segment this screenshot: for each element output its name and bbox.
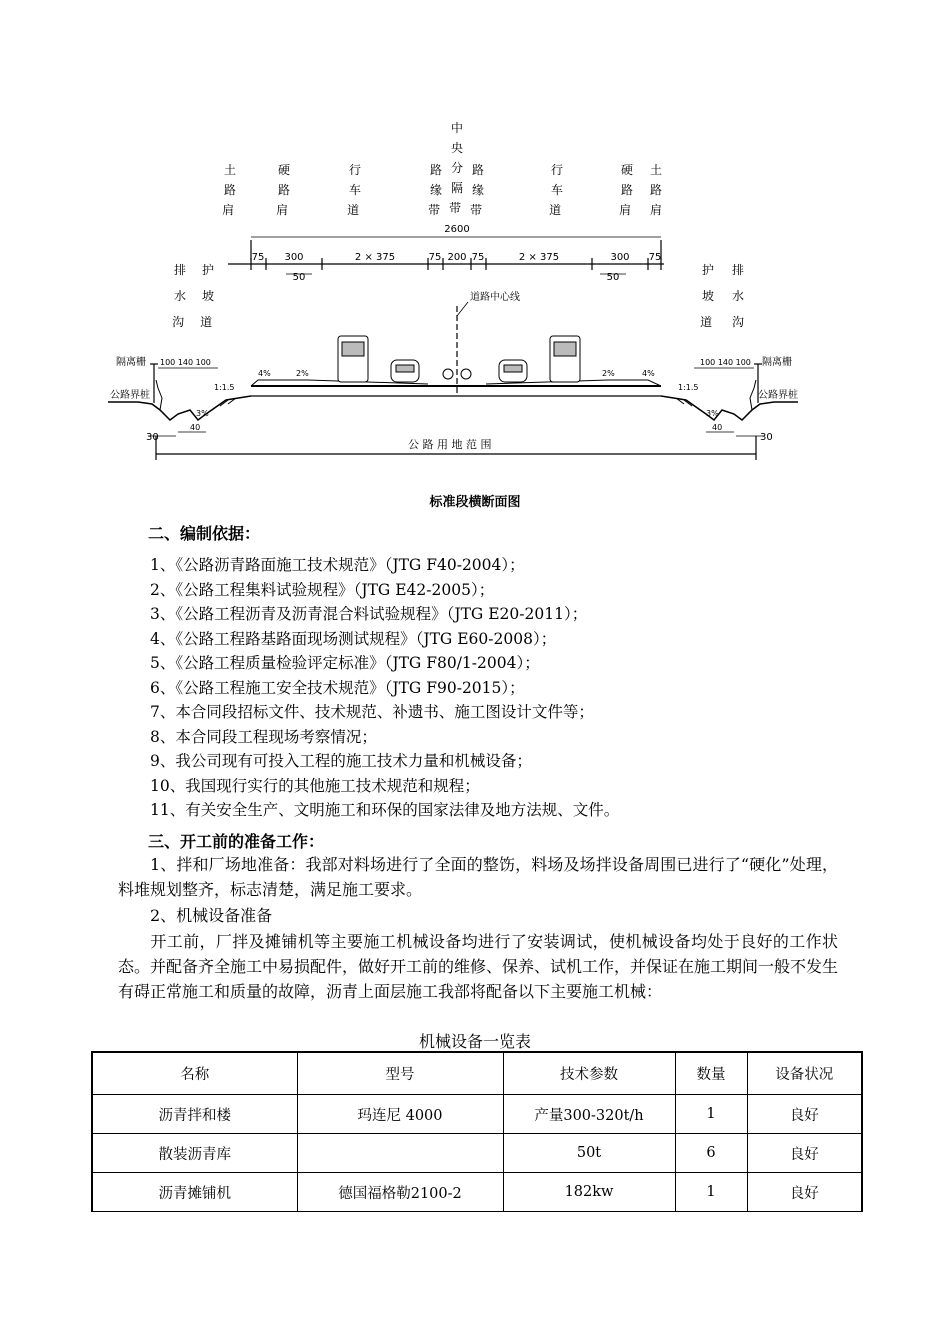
svg-text:75: 75 [251,252,265,263]
svg-text:2%: 2% [296,369,309,378]
svg-text:排水沟 护坡道 护坡道: 排水沟 护坡道 护坡道 排水沟 [172,263,745,329]
paragraph-equipment-heading [118,903,838,928]
svg-text:公路界桩: 公路界桩 [758,390,798,401]
reference-list [150,553,619,823]
column-header: 数量 [675,1052,747,1095]
svg-text:50: 50 [606,272,620,283]
svg-text:公路界桩: 公路界桩 [110,390,150,401]
svg-text:2 × 375: 2 × 375 [518,252,560,263]
table-cell: 6 [675,1134,747,1173]
svg-text:100 140 100: 100 140 100 [700,358,751,367]
list-item: 6、《公路工程施工安全技术规范》（JTG F90-2015）； [150,678,525,697]
table-cell: 1 [675,1095,747,1134]
svg-text:30: 30 [760,432,773,443]
svg-text:40: 40 [190,423,201,432]
svg-text:100 140 100: 100 140 100 [160,358,211,367]
equipment-table [91,1051,863,1212]
column-header: 设备状况 [747,1052,862,1095]
table-cell: 良好 [747,1095,862,1134]
list-item: 11、有关安全生产、文明施工和环保的国家法律及地方法规、文件。 [150,801,620,819]
svg-text:土路肩 硬路肩 行车道: 土路肩 硬路肩 行车道 路缘带 中央分隔带 路缘带 行车道 硬路肩 土路肩 [222,121,663,217]
table-cell [297,1134,503,1173]
table-row [92,1173,862,1212]
svg-text:公 路 用 地 范 围: 公 路 用 地 范 围 [408,438,492,451]
svg-text:40: 40 [712,423,723,432]
svg-text:30: 30 [146,432,159,443]
section-heading-basis: 二、编制依据： [148,524,261,543]
paragraph-site-prep [118,852,838,902]
table-cell: 散装沥青库 [92,1134,297,1173]
svg-text:75: 75 [428,252,442,263]
total-width: 2600 [444,224,470,235]
column-header: 技术参数 [503,1052,675,1095]
svg-text:隔离栅: 隔离栅 [762,357,792,368]
svg-text:1:1.5: 1:1.5 [214,383,235,392]
list-item: 7、本合同段招标文件、技术规范、补遗书、施工图设计文件等； [150,703,594,721]
table-row [92,1134,862,1173]
svg-text:300: 300 [610,252,630,263]
table-title: 机械设备一览表 [418,1032,531,1051]
svg-text:4%: 4% [642,369,655,378]
list-item: 9、我公司现有可投入工程的施工技术力量和机械设备； [150,752,532,770]
figure-caption: 标准段横断面图 [429,495,521,510]
label-earth-shoulder-left: 土 [223,163,237,177]
table-cell: 良好 [747,1173,862,1212]
table-cell: 1 [675,1173,747,1212]
column-header: 名称 [92,1052,297,1095]
table-cell: 50t [503,1134,675,1173]
table-cell: 德国福格勒2100-2 [297,1173,503,1212]
table-cell: 182kw [503,1173,675,1212]
table-cell: 沥青拌和楼 [92,1095,297,1134]
svg-text:2 × 375: 2 × 375 [354,252,396,263]
list-item: 8、本合同段工程现场考察情况； [150,727,377,746]
table-cell: 玛连尼 4000 [297,1095,503,1134]
list-item: 10、我国现行实行的其他施工技术规范和规程； [150,776,480,795]
table-header-row [92,1052,862,1095]
svg-text:200: 200 [447,252,467,263]
table-row [92,1095,862,1134]
svg-text:300: 300 [284,252,304,263]
paragraph-equipment-desc [118,929,838,1004]
svg-text:4%: 4% [258,369,271,378]
svg-text:2%: 2% [602,369,615,378]
svg-text:3%: 3% [196,409,209,418]
table-cell: 沥青摊铺机 [92,1173,297,1212]
svg-text:1:1.5: 1:1.5 [678,383,699,392]
column-header: 型号 [297,1052,503,1095]
list-item: 5、《公路工程质量检验评定标准》（JTG F80/1-2004）； [150,654,540,672]
table-cell: 良好 [747,1134,862,1173]
svg-text:隔离栅: 隔离栅 [116,357,146,368]
section-heading-preparation: 三、开工前的准备工作： [148,832,325,851]
list-item: 1、《公路沥青路面施工技术规范》（JTG F40-2004）； [150,556,525,574]
paragraph-text: 1、拌和厂场地准备：我部对料场进行了全面的整饬，料场及场拌设备周围已进行了“硬化”处理，料堆规划整齐，标志清楚，满足施工要求。 [118,855,838,899]
svg-text:50: 50 [292,272,306,283]
list-item: 4、《公路工程路基路面现场测试规程》（JTG E60-2008）； [150,629,557,648]
svg-text:75: 75 [648,252,662,263]
paragraph-text: 2、机械设备准备 [150,906,273,925]
svg-text:3%: 3% [706,409,719,418]
table-cell: 产量300-320t/h [503,1095,675,1134]
list-item: 3、《公路工程沥青及沥青混合料试验规程》（JTG E20-2011）； [150,605,588,623]
svg-text:75: 75 [471,252,485,263]
cross-section-figure [108,118,798,470]
list-item: 2、《公路工程集料试验规程》（JTG E42-2005）； [150,580,495,599]
paragraph-text: 开工前，厂拌及摊铺机等主要施工机械设备均进行了安装调试，使机械设备均处于良好的工作状态。并配备齐全施工中易损配件，做好开工前的维修、保养、试机工作，并保证在施工期间一般不发生有碍正常施工和质量的故障，沥青上面层施工我部将配备以下主要施工机械： [118,932,839,1001]
svg-text:道路中心线: 道路中心线 [470,292,520,303]
